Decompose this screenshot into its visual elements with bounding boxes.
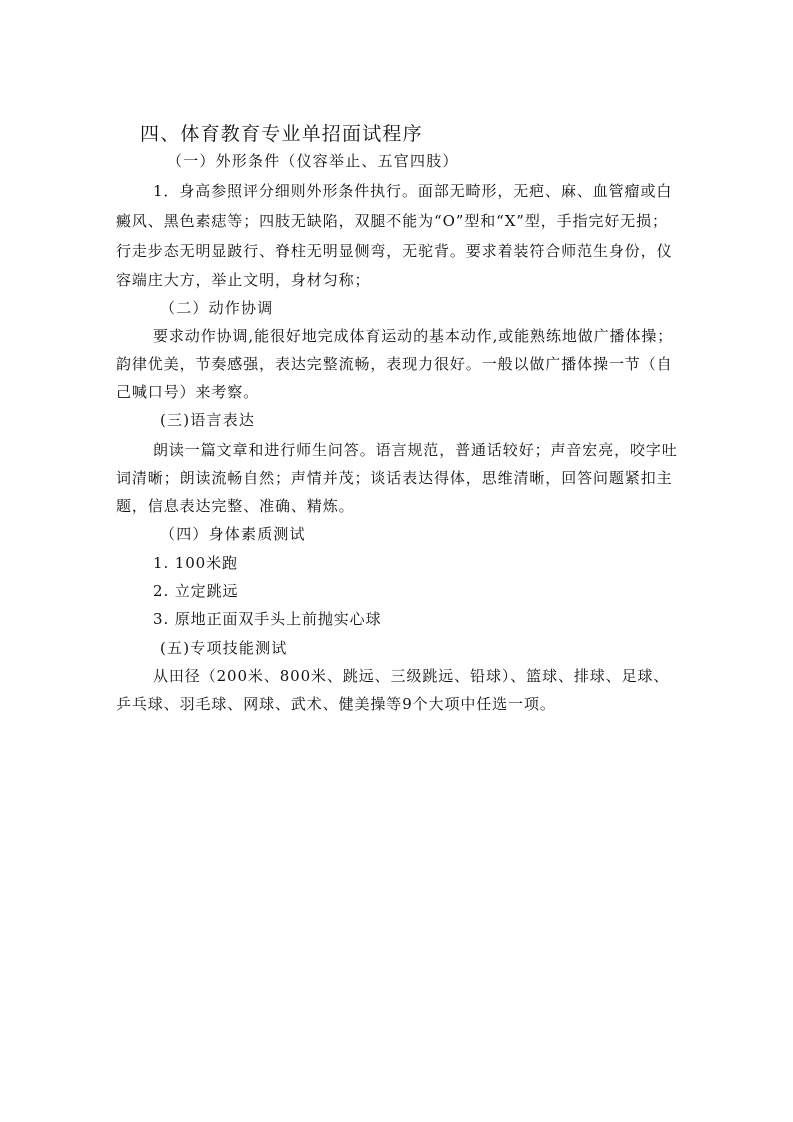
paragraph-line: 癜风、黑色素痣等；四肢无缺陷，双腿不能为“O”型和“X”型，手指完好无损；: [116, 212, 668, 230]
document-title: 四、体育教育专业单招面试程序: [140, 123, 423, 145]
paragraph-line: 行走步态无明显跛行、脊柱无明显侧弯，无驼背。要求着装符合师范生身份，仪: [116, 242, 673, 260]
paragraph-line: 乒乓球、羽毛球、网球、武术、健美操等9个大项中任选一项。: [116, 695, 556, 713]
paragraph-line: 题，信息表达完整、准确、精炼。: [116, 497, 355, 515]
section-heading-fitness: （四）身体素质测试: [160, 525, 306, 543]
paragraph-line: 朗读一篇文章和进行师生问答。语言规范，普通话较好；声音宏亮，咬字吐: [153, 441, 678, 459]
paragraph-line: 己喊口号）来考察。: [116, 383, 260, 401]
section-heading-skills: (五)专项技能测试: [160, 639, 288, 657]
fitness-test-item: 2. 立定跳远: [153, 582, 239, 600]
fitness-test-item: 1. 100米跑: [153, 554, 238, 572]
fitness-test-item: 3. 原地正面双手头上前抛实心球: [153, 610, 382, 628]
paragraph-line: 韵律优美，节奏感强，表达完整流畅，表现力很好。一般以做广播体操一节（自: [116, 355, 673, 373]
paragraph-line: 容端庄大方，举止文明，身材匀称；: [116, 271, 371, 289]
paragraph-line: 要求动作协调,能很好地完成体育运动的基本动作,或能熟练地做广播体操；: [153, 327, 674, 345]
section-heading-coordination: （二）动作协调: [160, 299, 274, 317]
paragraph-line: 1．身高参照评分细则外形条件执行。面部无畸形，无疤、麻、血管瘤或白: [153, 182, 673, 200]
section-heading-appearance: （一）外形条件（仪容举止、五官四肢）: [167, 152, 459, 170]
section-heading-language: (三)语言表达: [160, 411, 256, 429]
paragraph-line: 从田径（200米、800米、跳远、三级跳远、铅球）、篮球、排球、足球、: [153, 667, 670, 685]
paragraph-line: 词清晰；朗读流畅自然；声情并茂；谈话表达得体，思维清晰，回答问题紧扣主: [116, 469, 673, 487]
